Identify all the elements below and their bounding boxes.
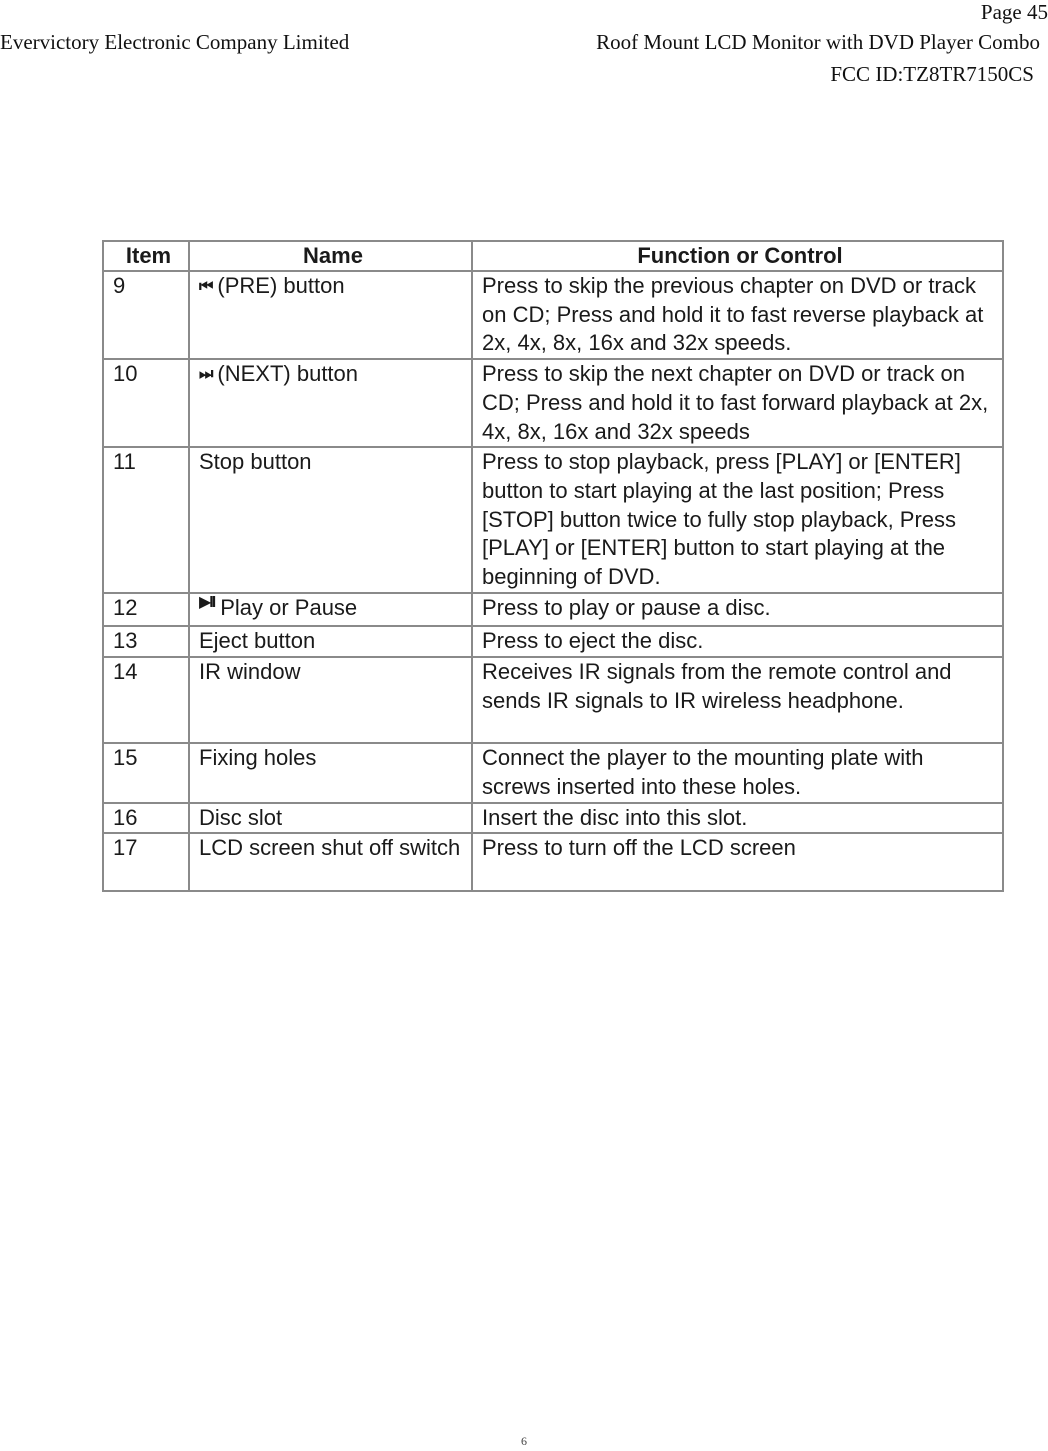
item-function: Press to play or pause a disc. [472,593,1003,627]
product-title: Roof Mount LCD Monitor with DVD Player Combo [596,30,1040,54]
item-number: 16 [103,803,189,834]
table-row [103,833,1003,891]
item-function: Press to skip the previous chapter on DVD or track on CD; Press and hold it to fast reverse playback at 2x, 4x, 8x, 16x and 32x speeds. [472,271,1003,359]
item-number: 10 [103,359,189,447]
item-function: Press to stop playback, press [PLAY] or [ENTER] button to start playing at the last position; Press [STOP] button twice to fully stop playback, Press [PLAY] or [ENTER] button to start playing at the beginning of DVD. [472,447,1003,593]
function-control-table [102,240,1004,892]
item-name: Eject button [189,626,472,657]
skip-previous-icon: ⏮ [199,278,212,295]
item-function: Insert the disc into this slot. [472,803,1003,834]
table-row [103,593,1003,627]
table-header-row [103,241,1003,271]
fcc-id: FCC ID:TZ8TR7150CS [830,62,1034,86]
page-label: Page 45 [980,0,1048,24]
item-name-cell [189,359,472,447]
item-name: (PRE) button [217,273,345,298]
table-row [103,271,1003,359]
item-number: 15 [103,743,189,802]
item-name: Stop button [189,447,472,593]
skip-next-icon: ⏭ [199,366,212,384]
column-header-name: Name [189,241,472,271]
company-name: Evervictory Electronic Company Limited [0,30,350,54]
item-function: Press to eject the disc. [472,626,1003,657]
item-function: Press to skip the next chapter on DVD or track on CD; Press and hold it to fast forward playback at 2x, 4x, 8x, 16x and 32x speeds [472,359,1003,447]
item-function: Press to turn off the LCD screen [472,833,1003,891]
page-number: 6 [521,1434,527,1448]
item-name-cell [189,593,472,627]
item-name: Play or Pause [220,594,358,620]
item-name: IR window [189,657,472,743]
item-function: Connect the player to the mounting plate with screws inserted into these holes. [472,743,1003,802]
table-row [103,803,1003,834]
item-name: Disc slot [189,803,472,834]
column-header-item: Item [103,241,189,271]
column-header-function: Function or Control [472,241,1003,271]
item-number: 9 [103,271,189,359]
item-name: Fixing holes [189,743,472,802]
table-row [103,657,1003,743]
item-function: Receives IR signals from the remote control and sends IR signals to IR wireless headphone. [472,657,1003,743]
table-row [103,447,1003,593]
table-row [103,359,1003,447]
item-name: LCD screen shut off switch [189,833,472,891]
item-number: 13 [103,626,189,657]
item-name-cell [189,271,472,359]
item-number: 17 [103,833,189,891]
table-row [103,626,1003,657]
item-number: 14 [103,657,189,743]
table-row [103,743,1003,802]
item-number: 11 [103,447,189,593]
play-pause-icon: ▶II [199,593,215,611]
item-name: (NEXT) button [217,361,359,387]
item-number: 12 [103,593,189,627]
